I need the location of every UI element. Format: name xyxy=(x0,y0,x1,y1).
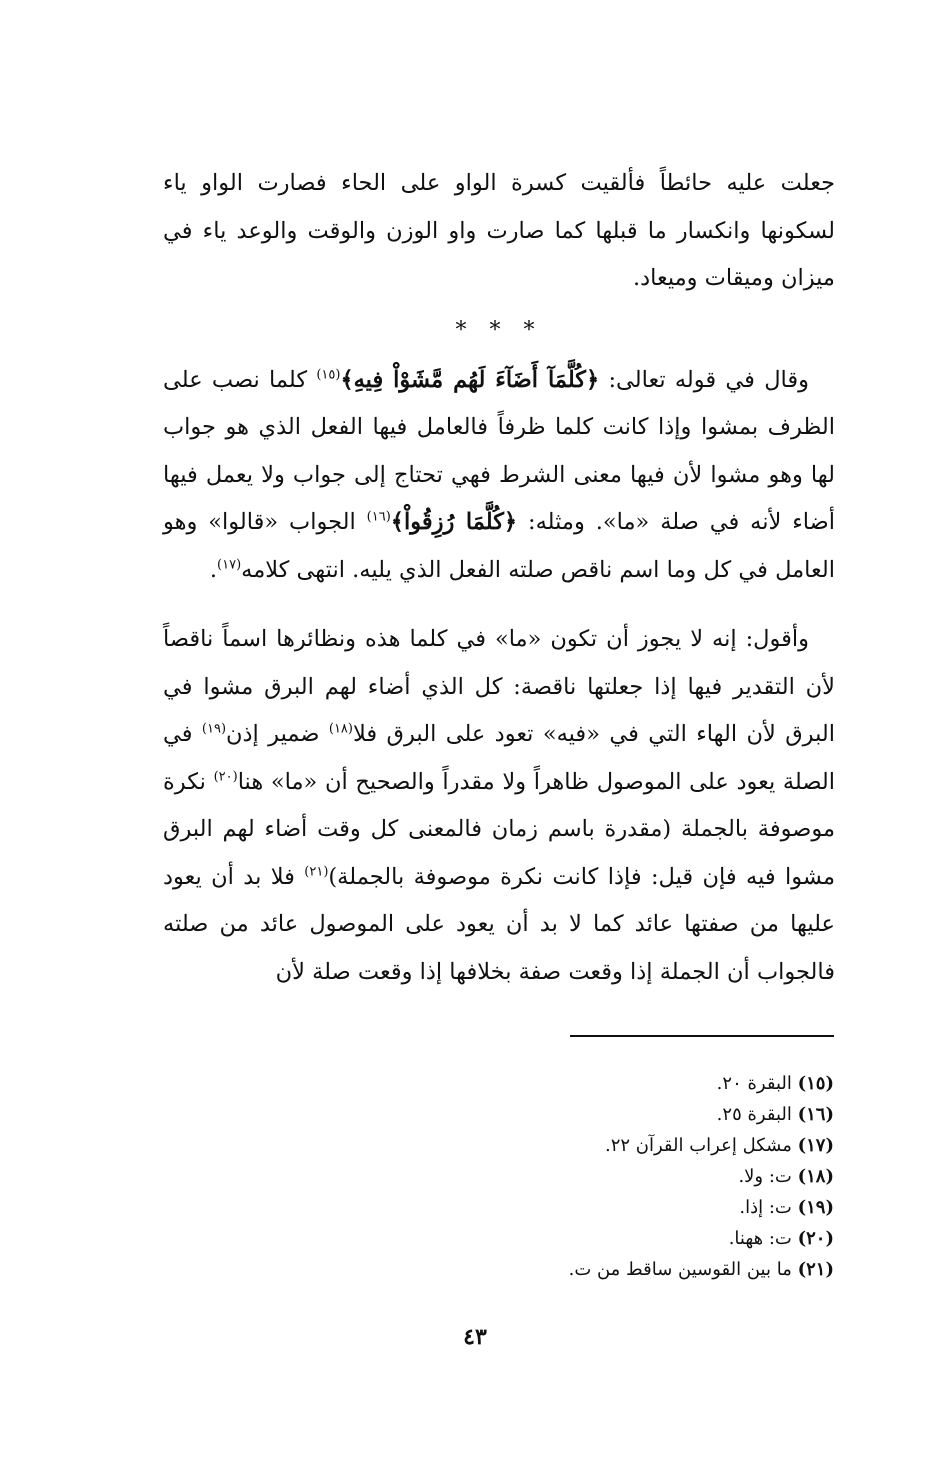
footnote-ref-17: (١٧) xyxy=(217,557,242,572)
footnote-text: مشكل إعراب القرآن ٢٢. xyxy=(604,1135,792,1156)
footnote-item xyxy=(314,1223,834,1254)
footnote-item xyxy=(314,1254,834,1285)
footnote-ref-19: (١٩) xyxy=(201,721,227,737)
footnote-divider xyxy=(570,1035,834,1037)
footnote-number: (١٧) xyxy=(797,1135,834,1156)
footnote-item xyxy=(314,1130,834,1161)
footnote-text: ت: ههنا. xyxy=(728,1228,792,1249)
footnote-number: (١٨) xyxy=(797,1166,834,1187)
paragraph-2-part-1: كلما نصب على الظرف بمشوا وإذا كانت كلما ظرفاً فالعامل فيها الفعل الذي هو جواب لها وهو مشوا لأن فيها معنى الشرط فهي تحتاج إلى جواب ولا يعمل فيها أضاء لأنه في صلة «ما». ومثله: xyxy=(163,366,835,535)
footnote-ref-18: (١٨) xyxy=(328,721,353,737)
footnote-number: (١٥) xyxy=(797,1073,834,1094)
paragraph-3 xyxy=(163,616,835,996)
footnote-ref-15: (١٥) xyxy=(316,367,341,382)
footnote-item xyxy=(314,1192,834,1223)
paragraph-2-intro: وقال في قوله تعالى: xyxy=(608,366,810,393)
footnote-number: (١٩) xyxy=(797,1197,834,1218)
quran-quote-1: ﴿كُلَّمَآ أَضَآءَ لَهُم مَّشَوْاْ فِيهِ﴾ xyxy=(340,366,600,393)
footnote-number: (٢١) xyxy=(797,1259,834,1280)
paragraph-2-end: . xyxy=(209,556,218,583)
paragraph-2 xyxy=(163,357,835,595)
paragraph-3-part-4: نكرة موصوفة بالجملة (مقدرة باسم زمان فالمعنى كل وقت أضاء لهم البرق مشوا فيه فإن قيل: فإذا كانت نكرة موصوفة بالجملة) xyxy=(163,768,835,890)
footnote-text: ما بين القوسين ساقط من ت. xyxy=(568,1259,792,1280)
paragraph-2-part-2: الجواب «قالوا» وهو العامل في كل وما اسم ناقص صلته الفعل الذي يليه. انتهى كلامه xyxy=(163,509,835,583)
paragraph-3-part-2: ضمير إذن xyxy=(226,721,329,747)
footnote-item xyxy=(314,1099,834,1130)
footnote-text: البقرة ٢٠. xyxy=(716,1073,792,1094)
footnote-text: البقرة ٢٥. xyxy=(716,1104,792,1125)
main-text xyxy=(163,160,835,996)
footnote-item xyxy=(314,1068,834,1099)
page-number: ٤٣ xyxy=(463,1324,487,1350)
footnote-ref-21: (٢١) xyxy=(304,864,329,879)
paragraph-3-part-5: فلا بد أن يعود عليها من صفتها عائد كما لا بد أن يعود على الموصول عائد من صلته فالجواب أن الجملة إذا وقعت صفة بخلافها إذا وقعت صلة لأن xyxy=(163,863,835,985)
paragraph-1: جعلت عليه حائطاً فألقيت كسرة الواو على الحاء فصارت الواو ياء لسكونها وانكسار ما قبلها كما صارت واو الوزن والوقت والوعد ياء في ميزان وميقات وميعاد. xyxy=(163,170,835,291)
paragraph-3-part-3: في الصلة يعود على الموصول ظاهراً ولا مقدراً والصحيح أن «ما» هنا xyxy=(163,721,835,795)
footnote-text: ت: ولا. xyxy=(738,1166,792,1187)
section-separator: * * * xyxy=(455,317,543,343)
footnotes xyxy=(314,1068,834,1285)
footnote-ref-16: (١٦) xyxy=(366,509,391,525)
footnote-ref-20: (٢٠) xyxy=(213,769,238,784)
paragraph-3-part-1: وأقول: إنه لا يجوز أن تكون «ما» في كلما هذه ونظائرها اسماً ناقصاً لأن التقدير فيها إذا جعلتها ناقصة: كل الذي أضاء لهم البرق مشوا في البرق لأن الهاء التي في «فيه» تعود على البرق فلا xyxy=(163,626,835,747)
footnote-number: (١٦) xyxy=(797,1104,834,1125)
footnote-text: ت: إذا. xyxy=(739,1197,792,1218)
footnote-number: (٢٠) xyxy=(797,1228,834,1249)
quran-quote-2: ﴿كُلَّمَا رُزِقُواْ﴾ xyxy=(390,509,518,535)
footnote-item xyxy=(314,1161,834,1192)
